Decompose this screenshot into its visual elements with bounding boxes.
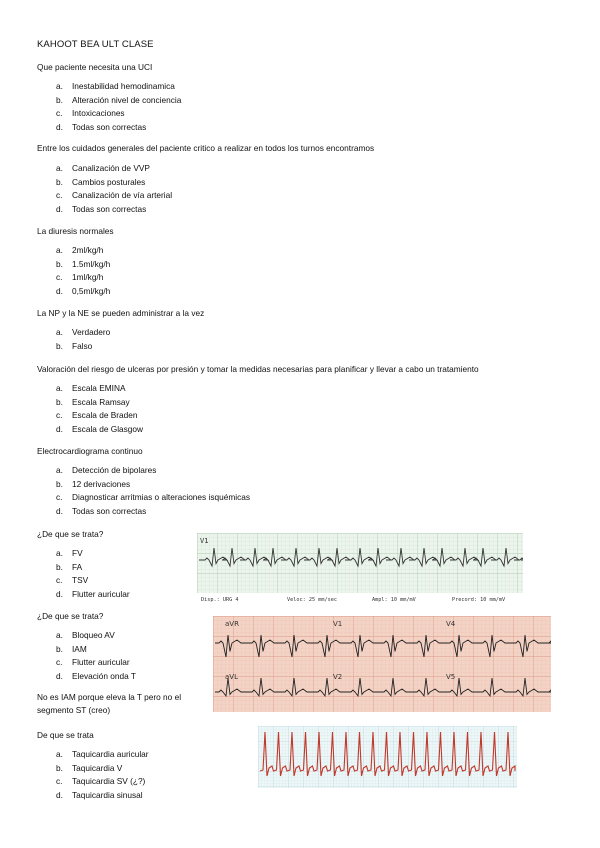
question-6: Electrocardiograma continuo xyxy=(37,446,143,456)
option-d: d. Escala de Glasgow xyxy=(56,423,144,434)
option-d: d. Todas son correctas xyxy=(56,505,147,516)
option-d: d. Elevación onda T xyxy=(56,670,136,681)
question-3: La diuresis normales xyxy=(37,226,114,236)
option-a: a. Verdadero xyxy=(56,327,111,337)
option-c: c. Taquicardia SV (¿?) xyxy=(56,776,146,787)
question-8: ¿De que se trata? xyxy=(37,611,104,621)
option-a: a. Canalización de VVP xyxy=(56,163,150,173)
options-q1 xyxy=(56,80,181,134)
option-d: d. Todas son correctas xyxy=(56,121,147,132)
document-title: KAHOOT BEA ULT CLASE xyxy=(37,39,154,50)
option-a: a. FV xyxy=(56,548,83,558)
options-q3 xyxy=(56,244,110,298)
lead-label-v1: V1 xyxy=(200,537,209,545)
ecg-grid xyxy=(197,533,523,593)
ecg2-grid xyxy=(213,616,551,712)
options-q8 xyxy=(56,629,136,683)
ecg-strip-1 xyxy=(197,533,523,605)
option-c: c. Escala de Braden xyxy=(56,410,138,421)
lead-label-avr: aVR xyxy=(225,620,239,628)
ecg-footer-veloc: Veloc: 25 mm/sec xyxy=(287,597,337,603)
option-b: b. Alteración nivel de conciencia xyxy=(56,94,182,105)
options-q4 xyxy=(56,326,110,353)
option-c: c. Canalización de vía arterial xyxy=(56,190,173,201)
option-b: b. IAM xyxy=(56,643,87,654)
option-d: d. Taquicardia sinusal xyxy=(56,789,143,800)
ecg-footer-disp: Disp.: URG 4 xyxy=(201,597,239,603)
options-q5 xyxy=(56,382,143,436)
option-c: c. Diagnosticar arritmias o alteraciones isquémicas xyxy=(56,492,250,503)
lead-label-v1: V1 xyxy=(333,620,343,628)
option-a: a. Inestabilidad hemodinamica xyxy=(56,81,175,91)
option-a: a. 2ml/kg/h xyxy=(56,245,104,255)
option-a: a. Detección de bipolares xyxy=(56,465,157,475)
option-c: c. Flutter auricular xyxy=(56,657,130,668)
option-a: a. Escala EMINA xyxy=(56,383,126,393)
options-q6 xyxy=(56,464,250,518)
question-5: Valoración del riesgo de ulceras por presión y tomar la medidas necesarias para planificar y llevar a cabo un tratamiento xyxy=(37,364,479,374)
option-b: b. 1.5ml/kg/h xyxy=(56,258,111,269)
question-4: La NP y la NE se pueden administrar a la vez xyxy=(37,308,205,318)
lead-label-v4: V4 xyxy=(446,620,456,628)
options-q2 xyxy=(56,162,172,216)
lead-label-avl: aVL xyxy=(225,673,238,681)
ecg-strip-2 xyxy=(213,616,551,712)
question-7: ¿De que se trata? xyxy=(37,529,104,539)
ecg-footer-ampl: Ampl: 10 mm/mV xyxy=(372,597,416,603)
lead-label-v5: V5 xyxy=(446,673,456,681)
options-q7 xyxy=(56,547,130,601)
option-b: b. Escala Ramsay xyxy=(56,396,130,407)
ecg-footer-prec: Precord: 10 mm/mV xyxy=(452,597,506,603)
options-q9 xyxy=(56,748,149,802)
question-2: Entre los cuidados generales del paciente critico a realizar en todos los turnos encontramos xyxy=(37,143,375,153)
option-a: a. Taquicardia auricular xyxy=(56,749,149,759)
option-d: d. 0,5ml/kg/h xyxy=(56,285,111,296)
option-b: b. Falso xyxy=(56,340,93,351)
option-c: c. TSV xyxy=(56,575,89,586)
option-d: d. Todas son correctas xyxy=(56,203,147,214)
question-9: De que se trata xyxy=(37,730,94,740)
option-a: a. Bloqueo AV xyxy=(56,630,115,640)
option-c: c. Intoxicaciones xyxy=(56,108,125,119)
option-b: b. Taquicardia V xyxy=(56,762,123,773)
ecg-strip-3 xyxy=(258,726,517,788)
lead-label-v2: V2 xyxy=(333,673,343,681)
option-b: b. FA xyxy=(56,561,83,572)
option-d: d. Flutter auricular xyxy=(56,588,130,599)
option-b: b. Cambios posturales xyxy=(56,176,146,187)
question-1: Que paciente necesita una UCI xyxy=(37,62,153,72)
option-b: b. 12 derivaciones xyxy=(56,478,131,489)
option-c: c. 1ml/kg/h xyxy=(56,272,104,283)
answer-note: No es IAM porque eleva la T pero no el segmento ST (creo) xyxy=(37,692,182,715)
